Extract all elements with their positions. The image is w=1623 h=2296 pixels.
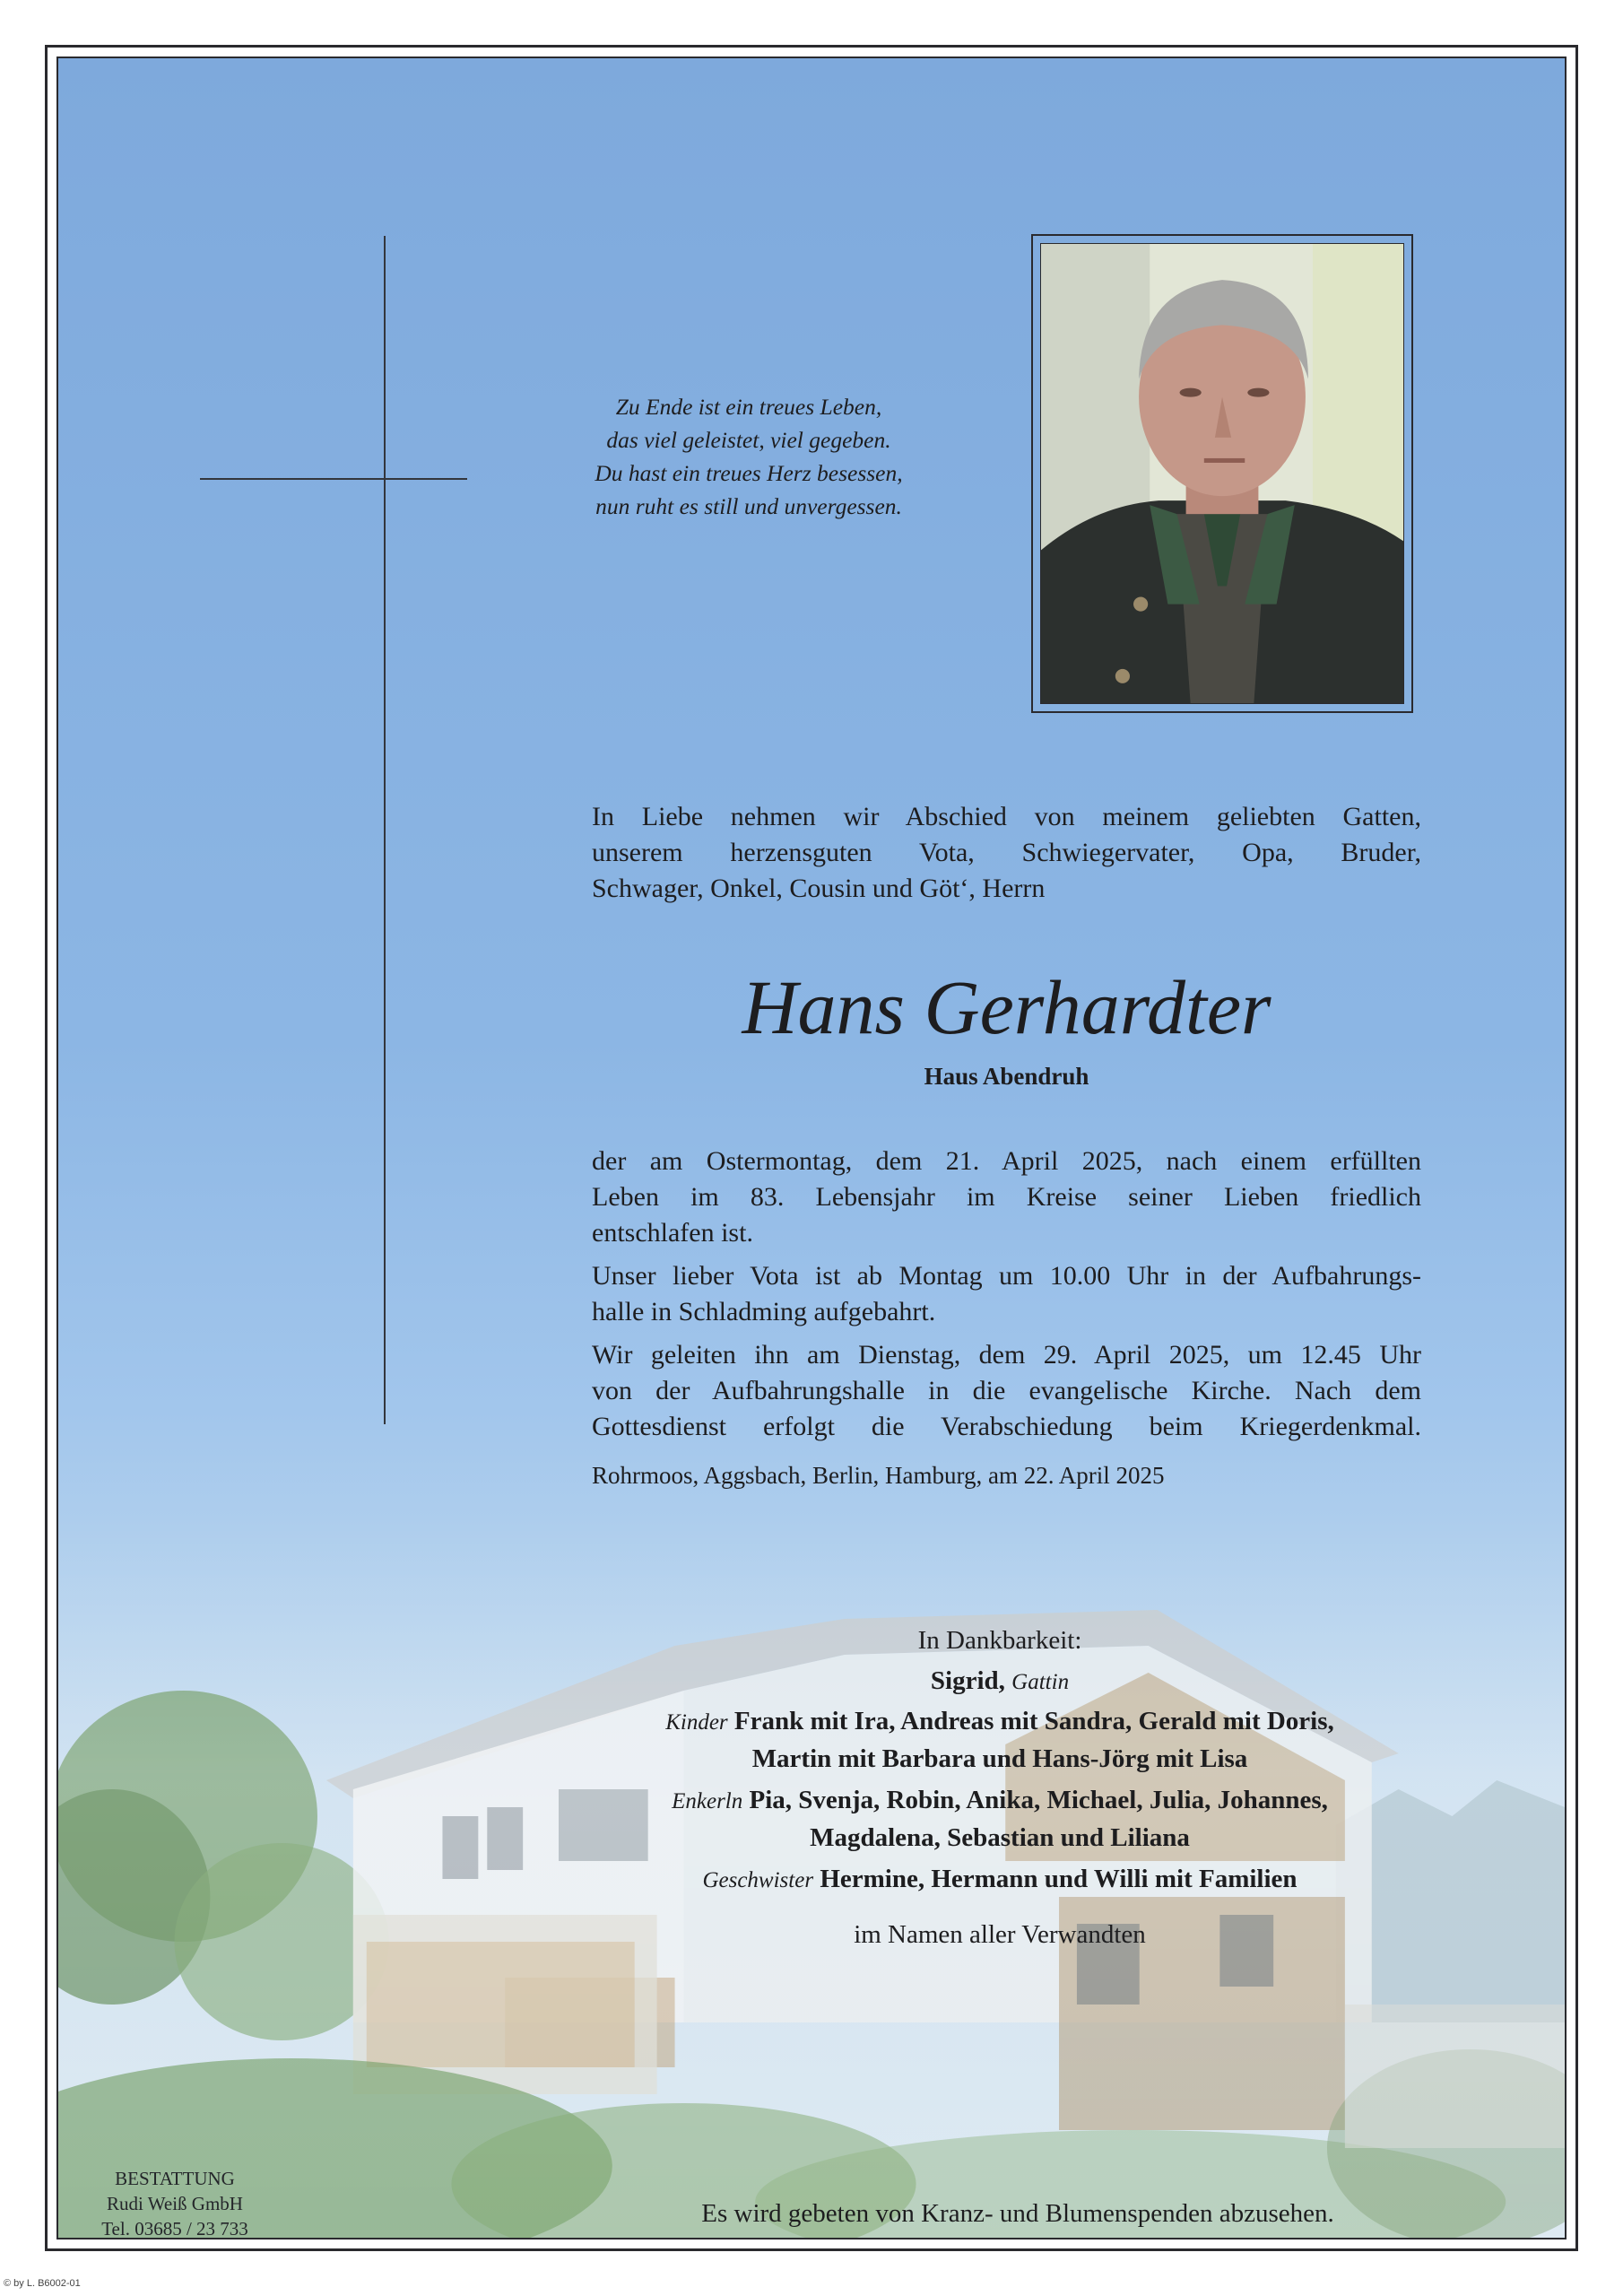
viewing-paragraph: [592, 1258, 1421, 1330]
undertaker-title: BESTATTUNG: [115, 2168, 235, 2189]
children-line-1: [596, 1707, 1403, 1736]
spouse-name: Sigrid,: [930, 1666, 1005, 1695]
children-line-2: [596, 1744, 1403, 1774]
poem-line: Zu Ende ist ein treues Leben,: [615, 394, 882, 420]
place-date: Rohrmoos, Aggsbach, Berlin, Hamburg, am 22. April 2025: [592, 1462, 1165, 1489]
viewing-line: halle in Schladming aufgebahrt.: [592, 1297, 936, 1326]
portrait-frame: [1031, 234, 1413, 713]
sky-background: [56, 57, 1567, 2239]
funeral-line: Gottesdienst erfolgt die Verabschiedung beim Kriegerdenkmal.: [592, 1412, 1421, 1441]
undertaker-phone: Tel. 03685 / 23 733: [101, 2218, 248, 2239]
poem-line: Du hast ein treues Herz besessen,: [595, 460, 903, 486]
death-line: Leben im 83. Lebensjahr im Kreise seiner Lieben friedlich: [592, 1182, 1421, 1212]
intro-line: Schwager, Onkel, Cousin und Göt‘, Herrn: [592, 874, 1046, 903]
intro-line: In Liebe nehmen wir Abschied von meinem geliebten Gatten,: [592, 802, 1421, 831]
children-names-1: Frank mit Ira, Andreas mit Sandra, Gerald mit Doris,: [733, 1707, 1334, 1735]
copyright-note: © by L. B6002-01: [4, 2278, 81, 2289]
siblings-names: Hermine, Hermann und Willi mit Familien: [820, 1865, 1298, 1893]
siblings-line: [596, 1865, 1403, 1894]
grandchildren-label: Enkerln: [672, 1789, 743, 1813]
grandchildren-line-1: [596, 1786, 1403, 1815]
intro-paragraph: [592, 799, 1421, 907]
cross-vertical: [384, 236, 386, 1424]
cross-horizontal: [200, 478, 467, 480]
funeral-line: von der Aufbahrungshalle in die evangelische Kirche. Nach dem: [592, 1376, 1421, 1405]
grandchildren-names-1: Pia, Svenja, Robin, Anika, Michael, Julia, Johannes,: [749, 1786, 1328, 1814]
death-line: entschlafen ist.: [592, 1218, 753, 1248]
death-paragraph: [592, 1144, 1421, 1251]
poem-line: das viel geleistet, viel gegeben.: [606, 427, 891, 453]
children-names-2: Martin mit Barbara und Hans-Jörg mit Lisa: [751, 1744, 1248, 1773]
funeral-paragraph: [592, 1337, 1421, 1445]
siblings-label: Geschwister: [702, 1868, 814, 1892]
house-name: Haus Abendruh: [924, 1063, 1089, 1090]
outer-border: [45, 45, 1578, 2251]
memorial-poem: [560, 390, 937, 523]
deceased-name: Hans Gerhardter: [742, 964, 1271, 1050]
portrait-photo: [1040, 243, 1404, 704]
intro-line: unserem herzensguten Vota, Schwiegervater, Opa, Bruder,: [592, 838, 1421, 867]
relatives-line: im Namen aller Verwandten: [854, 1920, 1146, 1949]
children-label: Kinder: [665, 1710, 728, 1735]
closing-note: Es wird gebeten von Kranz- und Blumenspenden abzusehen.: [701, 2199, 1334, 2228]
spouse-role: Gattin: [1011, 1670, 1070, 1694]
death-line: der am Ostermontag, dem 21. April 2025, nach einem erfüllten: [592, 1146, 1421, 1176]
thanks-heading: In Dankbarkeit:: [917, 1626, 1082, 1655]
spouse-line: [596, 1666, 1403, 1696]
grandchildren-names-2: Magdalena, Sebastian und Liliana: [810, 1823, 1190, 1852]
undertaker-company: Rudi Weiß GmbH: [107, 2193, 243, 2214]
poem-line: nun ruht es still und unvergessen.: [595, 493, 902, 519]
grandchildren-line-2: [596, 1823, 1403, 1853]
undertaker-info: [94, 2166, 256, 2239]
viewing-line: Unser lieber Vota ist ab Montag um 10.00 Uhr in der Aufbahrungs-: [592, 1261, 1421, 1291]
funeral-line: Wir geleiten ihn am Dienstag, dem 29. April 2025, um 12.45 Uhr: [592, 1340, 1421, 1370]
